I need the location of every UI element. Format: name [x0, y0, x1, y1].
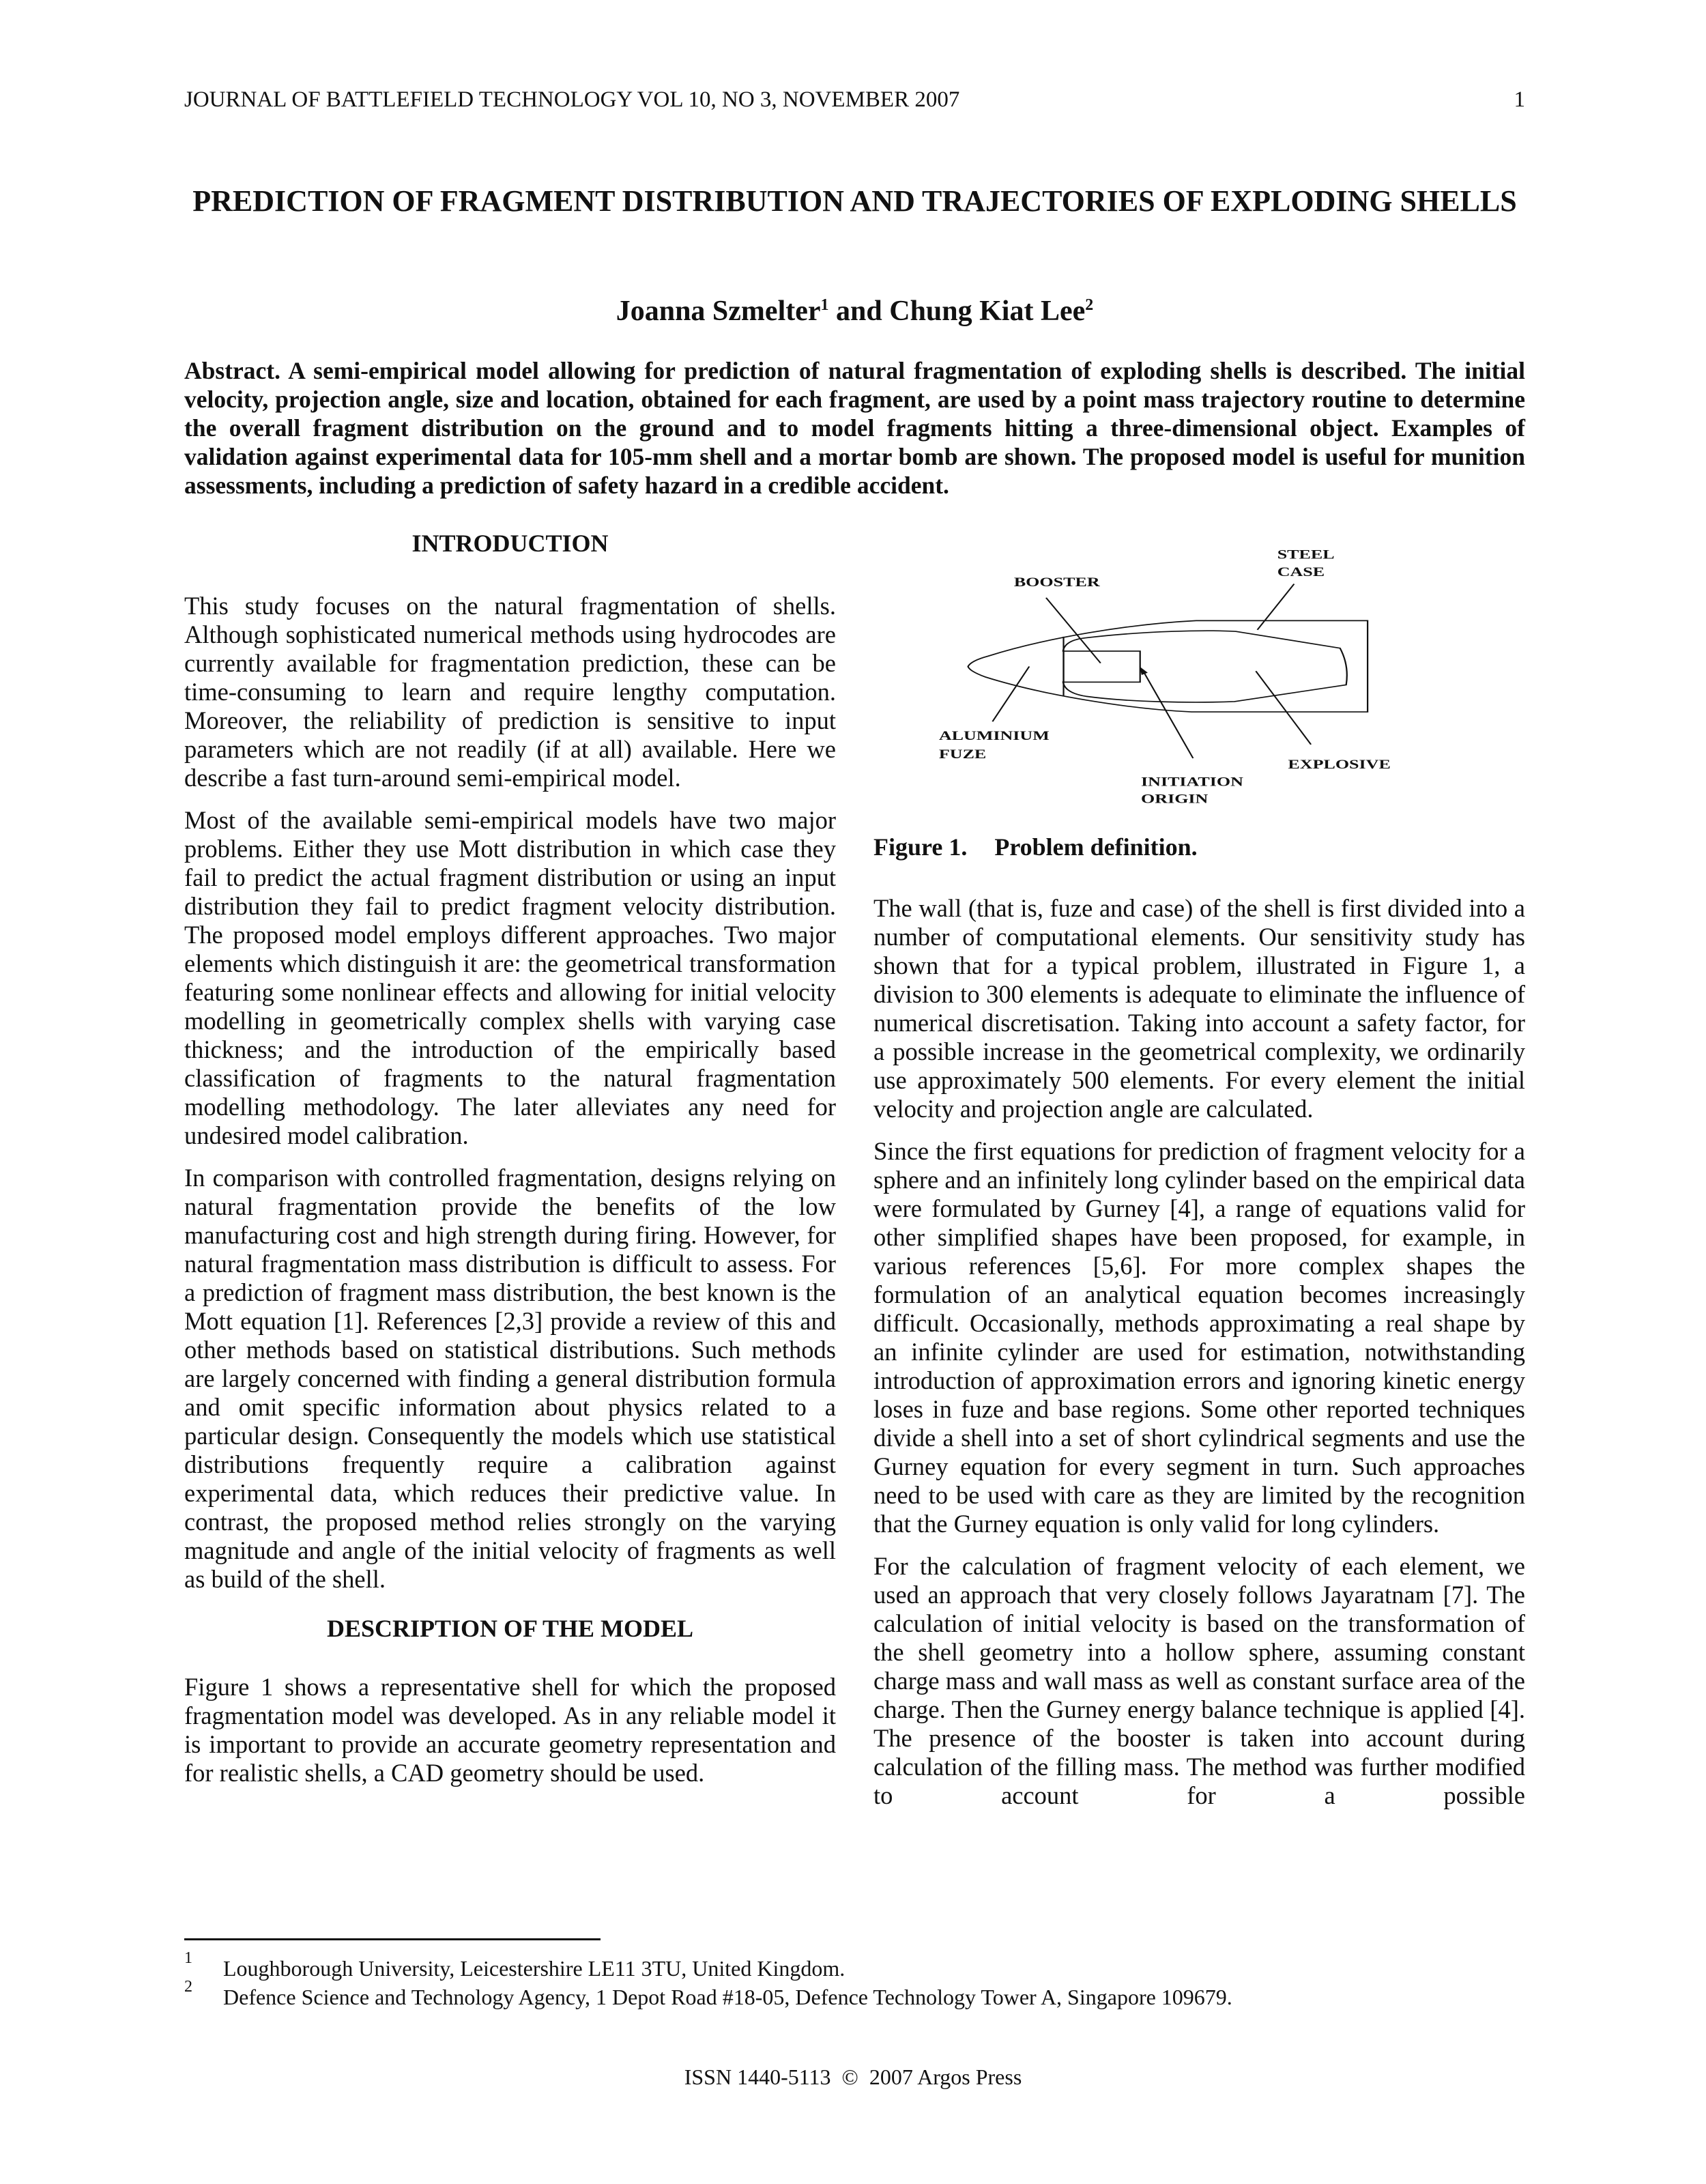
fuze-leader [992, 667, 1029, 722]
abstract: Abstract. A semi-empirical model allowing for prediction of natural fragmentation of exploding shells is described. The initial velocity, projection angle, size and location, obtained for each fragment, are used by a point mass trajectory routine to determine the overall fragment distribution on the ground and to model fragments hitting a three-dimensional object. Examples of validation against experimental data for 105-mm shell and a mortar bomb are shown. The proposed model is useful for munition assessments, including a prediction of safety hazard in a credible accident. [184, 357, 1525, 499]
figure-caption [873, 833, 1225, 861]
section-heading-introduction: INTRODUCTION [411, 530, 609, 557]
label-fuze: FUZE [938, 747, 987, 762]
page-footer: ISSN 1440-5113 © 2007 Argos Press [684, 2065, 1022, 2089]
author-joiner: and [828, 296, 890, 327]
paragraph: This study focuses on the natural fragmentation of shells. Although sophisticated numerical methods using hydrocodes are currently available for fragmentation prediction, these can be time-consuming to learn and require lengthy computation. Moreover, the reliability of prediction is sensitive to input parameters which are not readily (if at all) available. Here we describe a fast turn-around semi-empirical model. [184, 592, 836, 792]
caption-number: Figure 1. [873, 833, 968, 861]
journal-name: JOURNAL OF BATTLEFIELD TECHNOLOGY VOL 10, NO 3, NOVEMBER 2007 [184, 87, 960, 112]
paragraph: For the calculation of fragment velocity of each element, we used an approach that very closely follows Jayaratnam [7]. The calculation of initial velocity is based on the transformation of the shell geometry into a hollow sphere, assuming constant charge mass and wall mass as well as constant surface area of the charge. Then the Gurney energy balance technique is applied [4]. The presence of the booster is taken into account during calculation of the filling mass. The method was further modified to account for a possible [873, 1552, 1525, 1809]
page-number: 1 [1514, 87, 1525, 112]
caption-text: Problem definition. [994, 833, 1198, 861]
footnote-mark: 1 [184, 1949, 192, 1967]
affiliation-mark-1: 1 [820, 296, 829, 314]
paragraph: Most of the available semi-empirical models have two major problems. Either they use Mott distribution in which case they fail to predict the actual fragment distribution or using an input distribution they fail to predict fragment velocity distribution. The proposed model employs different approaches. Two major elements which distinguish it are: the geometrical transformation featuring some nonlinear effects and allowing for initial velocity modelling in geometrically complex shells with varying case thickness; and the introduction of the empirically based classification of fragments to the natural fragmentation modelling methodology. The later alleviates any need for undesired model calibration. [184, 806, 836, 1149]
paragraph: Figure 1 shows a representative shell for which the proposed fragmentation model was developed. As in any reliable model it is important to provide an accurate geometry representation and for realistic shells, a CAD geometry should be used. [184, 1673, 836, 1787]
booster-leader [1046, 598, 1101, 663]
label-explosive: EXPLOSIVE [1288, 757, 1391, 772]
footnote-rule [184, 1938, 601, 1940]
label-steel: STEEL [1277, 547, 1335, 562]
running-header [184, 87, 1525, 113]
label-initiation: INITIATION [1141, 774, 1243, 789]
label-origin: ORIGIN [1141, 791, 1209, 806]
label-aluminium: ALUMINIUM [938, 728, 1050, 743]
figure-shell-diagram [914, 532, 1392, 819]
explosive-leader [1256, 671, 1311, 745]
shell-outer-contour [968, 620, 1368, 712]
left-column [184, 529, 836, 1801]
steel-case-leader [1258, 584, 1295, 630]
paragraph: In comparison with controlled fragmentation, designs relying on natural fragmentation provide the benefits of the low manufacturing cost and high strength during firing. However, for natural fragmentation mass distribution is difficult to assess. For a prediction of fragment mass distribution, the best known is the Mott equation [1]. References [2,3] provide a review of this and other methods based on statistical distributions. Such methods are largely concerned with finding a general distribution formula and omit specific information about physics related to a particular design. Consequently the models which use statistical distributions frequently require a calibration against experimental data, which reduces their predictive value. In contrast, the proposed method relies strongly on the varying magnitude and angle of the initial velocity of fragments as well as build of the shell. [184, 1164, 836, 1593]
paragraph: Since the first equations for prediction of fragment velocity for a sphere and an infinitely long cylinder based on the empirical data were formulated by Gurney [4], a range of equations valid for other simplified shapes have been proposed, for example, in various references [5,6]. For more complex shapes the formulation of an analytical equation becomes increasingly difficult. Occasionally, methods approximating a real shape by an infinite cylinder are used for estimation, notwithstanding introduction of approximation errors and ignoring kinetic energy loses in fuze and base regions. Some other reported techniques divide a shell into a set of short cylindrical segments and use the Gurney equation for every segment in turn. Such approaches need to be used with care as they are limited by the recognition that the Gurney equation is only valid for long cylinders. [873, 1137, 1525, 1538]
paper-title: PREDICTION OF FRAGMENT DISTRIBUTION AND TRAJECTORIES OF EXPLODING SHELLS [192, 184, 1517, 218]
author-2: Chung Kiat Lee [889, 296, 1086, 327]
footnote-mark: 2 [184, 1978, 192, 1996]
footnote-text: Defence Science and Technology Agency, 1 Depot Road #18-05, Defence Technology Tower A, Singapore 109679. [223, 1985, 1232, 2009]
explosive-contour [1063, 631, 1347, 702]
booster-rect [1064, 651, 1140, 682]
label-case: CASE [1277, 564, 1325, 579]
initiation-leader [1142, 670, 1193, 758]
section-heading-model: DESCRIPTION OF THE MODEL [326, 1615, 694, 1642]
footnote-text: Loughborough University, Leicestershire LE11 3TU, United Kingdom. [223, 1956, 845, 1981]
footnote-1 [184, 1949, 845, 1981]
affiliation-mark-2: 2 [1085, 296, 1094, 314]
label-booster: BOOSTER [1013, 575, 1100, 590]
paragraph: The wall (that is, fuze and case) of the shell is first divided into a number of computational elements. Our sensitivity study has shown that for a typical problem, illustrated in Figure 1, a division to 300 elements is adequate to eliminate the influence of numerical discretisation. Taking into account a safety factor, for a possible increase in the geometrical complexity, we ordinarily use approximately 500 elements. For every element the initial velocity and projection angle are calculated. [873, 894, 1525, 1123]
authors [184, 295, 1525, 328]
footnote-2 [184, 1978, 1232, 2010]
author-1: Joanna Szmelter [616, 296, 821, 327]
right-column [873, 894, 1525, 1824]
